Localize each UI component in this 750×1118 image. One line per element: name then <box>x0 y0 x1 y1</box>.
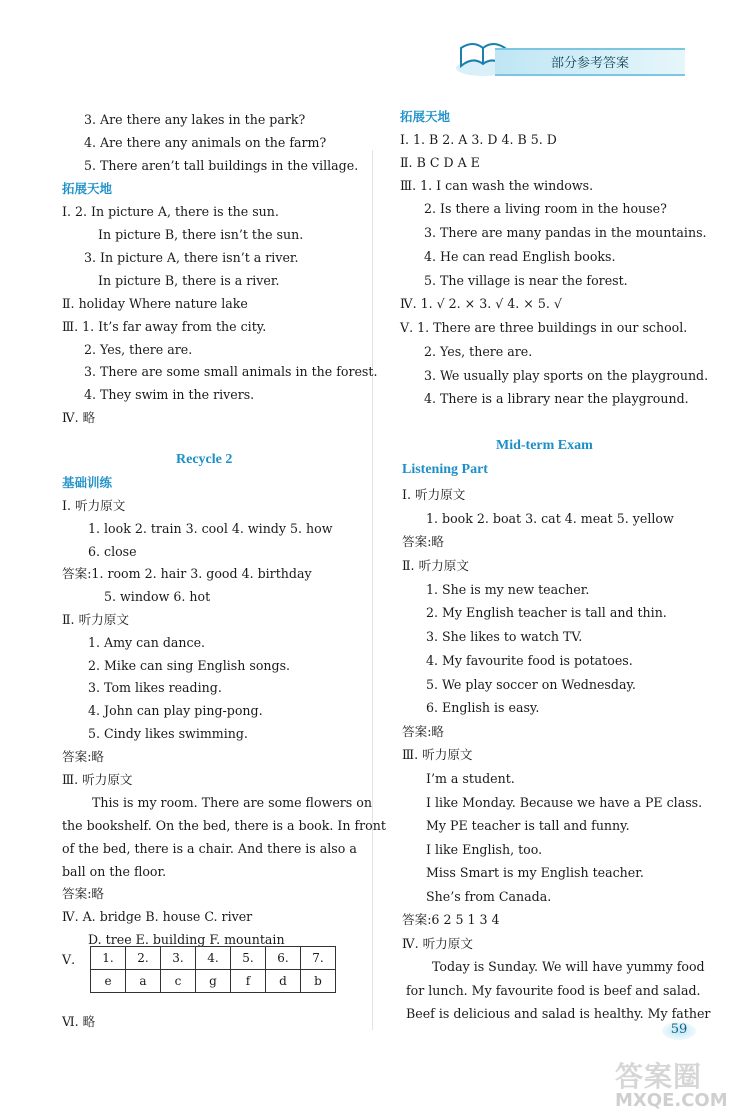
table-cell: f <box>231 970 266 993</box>
text-line: 3. In picture A, there isn’t a river. <box>84 250 299 265</box>
text-line: This is my room. There are some flowers on <box>92 795 372 810</box>
text-line: 2. My English teacher is tall and thin. <box>426 605 667 620</box>
text-line: 3. Tom likes reading. <box>88 680 222 695</box>
text-line: 5. The village is near the forest. <box>424 273 628 288</box>
text-line: Ⅲ. 1. I can wash the windows. <box>400 178 594 193</box>
section-heading: 拓展天地 <box>400 109 451 124</box>
watermark-logo: 答案圈 <box>615 1060 703 1093</box>
column-divider <box>372 150 373 1030</box>
watermark-url: MXQE.COM <box>615 1090 728 1111</box>
text-line: 1. Amy can dance. <box>88 635 206 650</box>
text-line: Ⅱ. 听力原文 <box>402 558 469 573</box>
text-line: Beef is delicious and salad is healthy. My father <box>406 1006 711 1021</box>
text-line: 答案:略 <box>62 886 105 901</box>
text-line: Today is Sunday. We will have yummy food <box>432 959 705 974</box>
text-line: 1. look 2. train 3. cool 4. windy 5. how <box>88 521 333 536</box>
text-line: 5. We play soccer on Wednesday. <box>426 677 636 692</box>
text-line: for lunch. My favourite food is beef and salad. <box>406 983 701 998</box>
text-line: 3. There are some small animals in the forest. <box>84 364 378 379</box>
text-line: 4. My favourite food is potatoes. <box>426 653 633 668</box>
text-line: 答案:略 <box>62 749 105 764</box>
table-cell: e <box>91 970 126 993</box>
page-number: 59 <box>662 1022 696 1040</box>
text-line: ball on the floor. <box>62 864 167 879</box>
text-line: Ⅰ. 听力原文 <box>62 498 126 513</box>
text-line: I’m a student. <box>426 771 515 786</box>
table-cell: 6. <box>266 947 301 970</box>
text-line: Ⅳ. 听力原文 <box>402 936 473 951</box>
text-line: I like English, too. <box>426 842 543 857</box>
text-line: 答案:略 <box>402 534 445 549</box>
text-line: Ⅰ. 1. B 2. A 3. D 4. B 5. D <box>400 132 557 147</box>
text-line: Ⅰ. 2. In picture A, there is the sun. <box>62 204 279 219</box>
table-cell: 5. <box>231 947 266 970</box>
text-line: 3. She likes to watch TV. <box>426 629 583 644</box>
text-line: 答案:6 2 5 1 3 4 <box>402 912 500 927</box>
text-line: Ⅳ. 1. √ 2. × 3. √ 4. × 5. √ <box>400 296 562 311</box>
table-row <box>91 947 336 970</box>
text-line: In picture B, there is a river. <box>98 273 280 288</box>
section-title: Recycle 2 <box>176 452 233 467</box>
text-line: 4. John can play ping-pong. <box>88 703 263 718</box>
text-line: the bookshelf. On the bed, there is a book. In front <box>62 818 386 833</box>
text-line: 3. There are many pandas in the mountains. <box>424 225 707 240</box>
text-line: Ⅴ. <box>62 952 76 967</box>
text-line: My PE teacher is tall and funny. <box>426 818 630 833</box>
table-cell: 7. <box>301 947 336 970</box>
text-line: Ⅵ. 略 <box>62 1014 96 1029</box>
text-line: 4. There is a library near the playground. <box>424 391 689 406</box>
table-cell: c <box>161 970 196 993</box>
text-line: 6. close <box>88 544 137 559</box>
text-line: Ⅰ. 听力原文 <box>402 487 466 502</box>
text-line: Ⅳ. 略 <box>62 410 96 425</box>
text-line: I like Monday. Because we have a PE class. <box>426 795 703 810</box>
text-line: 2. Mike can sing English songs. <box>88 658 291 673</box>
table-cell: 3. <box>161 947 196 970</box>
answer-table <box>90 946 336 993</box>
text-line: 1. She is my new teacher. <box>426 582 590 597</box>
text-line: 3. We usually play sports on the playground. <box>424 368 709 383</box>
text-line: Ⅲ. 听力原文 <box>402 747 473 762</box>
section-subtitle: Listening Part <box>402 462 488 477</box>
text-line: 5. Cindy likes swimming. <box>88 726 248 741</box>
section-heading: 基础训练 <box>62 475 113 490</box>
table-row <box>91 970 336 993</box>
text-line: 5. window 6. hot <box>104 589 211 604</box>
text-line: Ⅲ. 听力原文 <box>62 772 133 787</box>
text-line: 4. They swim in the rivers. <box>84 387 255 402</box>
table-cell: g <box>196 970 231 993</box>
text-line: 4. Are there any animals on the farm? <box>84 135 327 150</box>
text-line: Ⅳ. A. bridge B. house C. river <box>62 909 253 924</box>
text-line: Miss Smart is my English teacher. <box>426 865 644 880</box>
text-line: D. tree E. building F. mountain <box>88 932 285 947</box>
text-line: 答案:1. room 2. hair 3. good 4. birthday <box>62 566 312 581</box>
table-cell: d <box>266 970 301 993</box>
text-line: 4. He can read English books. <box>424 249 616 264</box>
table-cell: 1. <box>91 947 126 970</box>
text-line: Ⅲ. 1. It’s far away from the city. <box>62 319 267 334</box>
text-line: Ⅴ. 1. There are three buildings in our school. <box>400 320 688 335</box>
header-title: 部分参考答案 <box>551 56 630 71</box>
text-line: 1. book 2. boat 3. cat 4. meat 5. yellow <box>426 511 674 526</box>
section-heading: 拓展天地 <box>62 181 113 196</box>
text-line: Ⅱ. 听力原文 <box>62 612 129 627</box>
text-line: Ⅱ. B C D A E <box>400 155 480 170</box>
text-line: Ⅱ. holiday Where nature lake <box>62 296 248 311</box>
text-line: 2. Yes, there are. <box>84 342 193 357</box>
table-cell: 2. <box>126 947 161 970</box>
table-cell: b <box>301 970 336 993</box>
text-line: 答案:略 <box>402 724 445 739</box>
page-header <box>455 44 685 74</box>
text-line: 3. Are there any lakes in the park? <box>84 112 306 127</box>
table-cell: a <box>126 970 161 993</box>
text-line: She’s from Canada. <box>426 889 552 904</box>
section-title: Mid-term Exam <box>496 438 593 453</box>
text-line: In picture B, there isn’t the sun. <box>98 227 304 242</box>
table-cell: 4. <box>196 947 231 970</box>
text-line: of the bed, there is a chair. And there is also a <box>62 841 357 856</box>
text-line: 5. There aren’t tall buildings in the village. <box>84 158 359 173</box>
text-line: 2. Yes, there are. <box>424 344 533 359</box>
text-line: 6. English is easy. <box>426 700 540 715</box>
text-line: 2. Is there a living room in the house? <box>424 201 667 216</box>
